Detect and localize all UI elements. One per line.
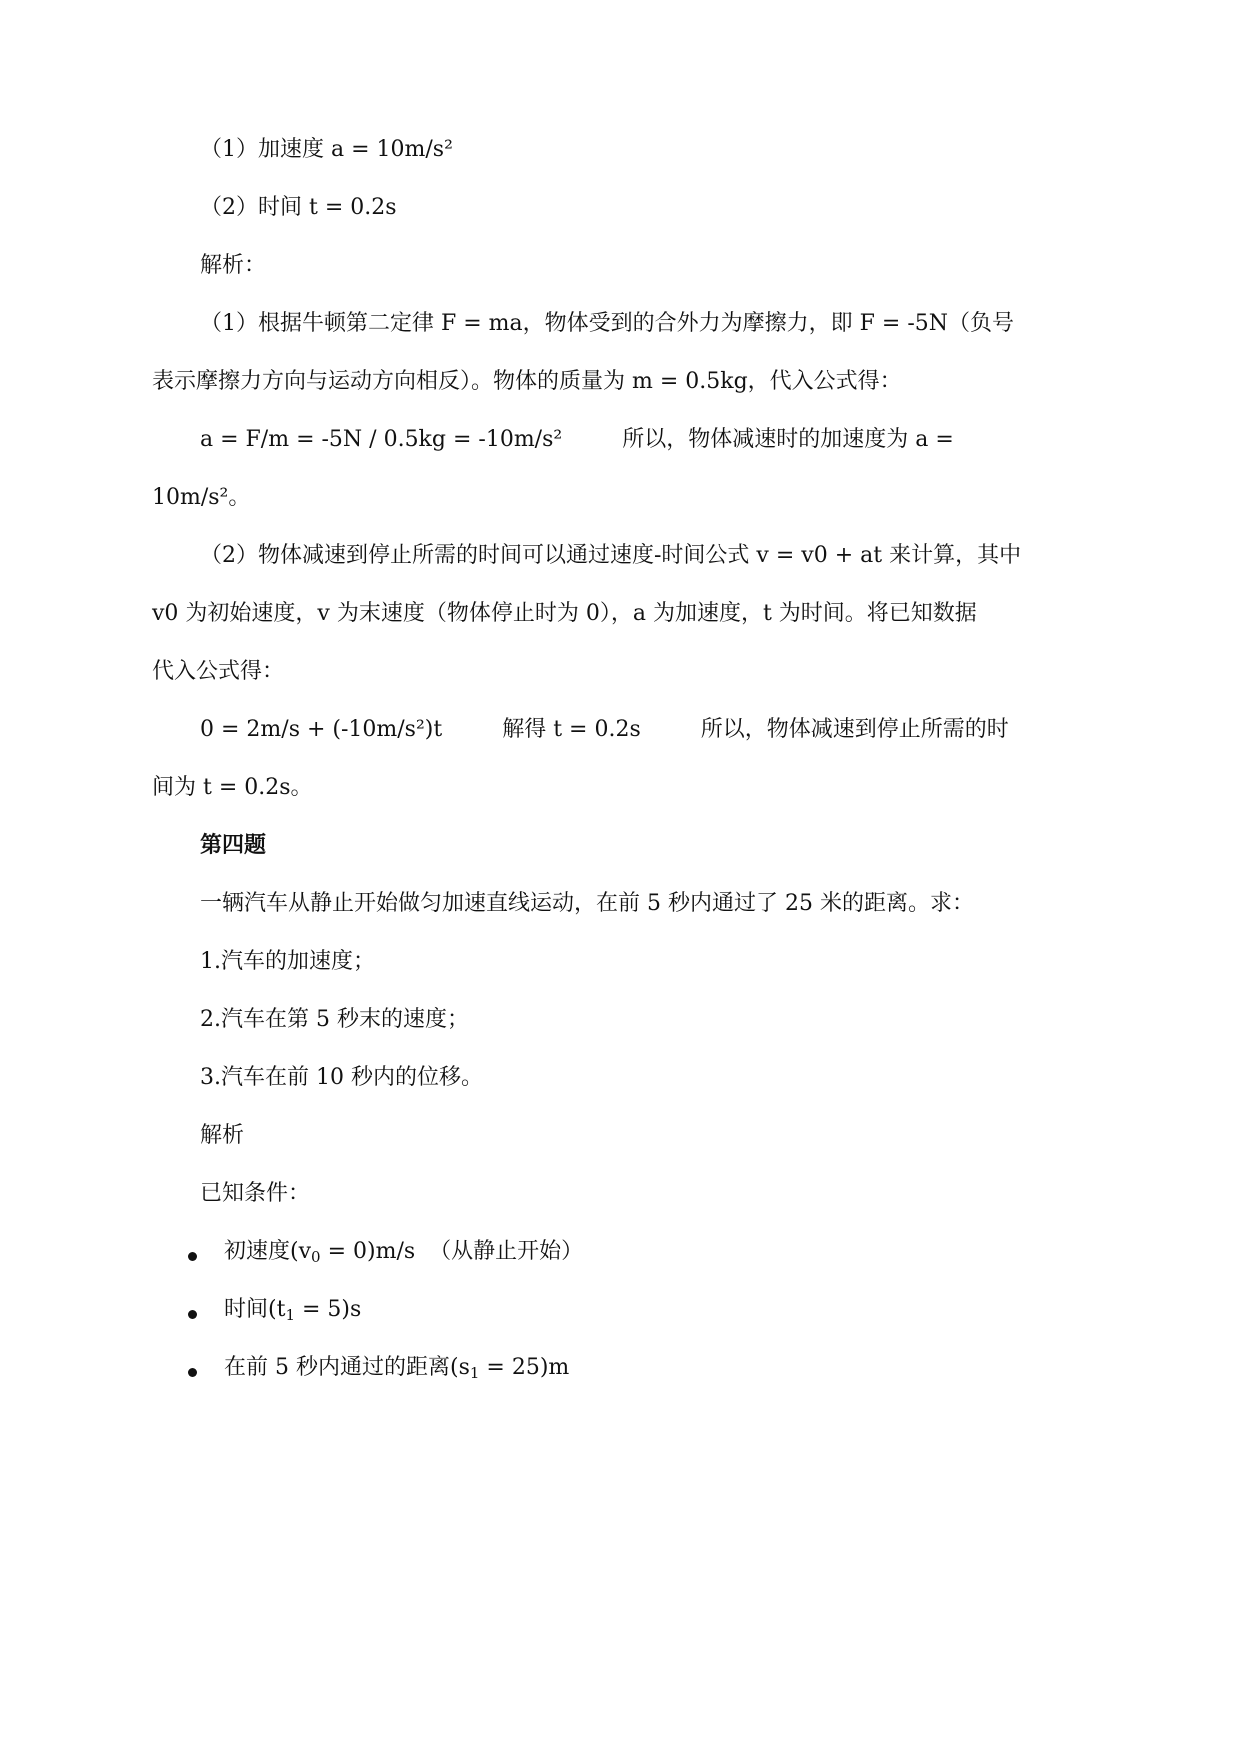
analysis-p1-line1: （1）根据牛顿第二定律 F = ma，物体受到的合外力为摩擦力，即 F = -5N（负号	[200, 311, 1015, 336]
analysis-p2-formula-line	[200, 716, 1009, 744]
analysis-p1-line2: 表示摩擦力方向与运动方向相反）。物体的质量为 m = 0.5kg，代入公式得：	[152, 369, 902, 394]
analysis-p2-line2: v0 为初始速度，v 为末速度（物体停止时为 0），a 为加速度，t 为时间。将已知数据	[152, 601, 977, 626]
problem4-question-1: 1.汽车的加速度；	[200, 949, 375, 974]
analysis-p1-formula-line	[200, 426, 954, 454]
problem4-analysis-heading: 解析	[200, 1123, 245, 1148]
time-formula: 0 = 2m/s + (-10m/s²)t	[200, 717, 443, 742]
answer-1: （1）加速度 a = 10m/s²	[200, 137, 453, 162]
problem4-question-3: 3.汽车在前 10 秒内的位移。	[200, 1065, 483, 1090]
known-item: 在前 5 秒内通过的距离$(s_1 = 25)m$	[224, 1355, 570, 1382]
problem4-statement: 一辆汽车从静止开始做匀加速直线运动，在前 5 秒内通过了 25 米的距离。求：	[200, 891, 974, 916]
acceleration-formula: a = F/m = -5N / 0.5kg = -10m/s²	[200, 427, 563, 452]
analysis-p2-line3: 代入公式得：	[152, 659, 285, 684]
acceleration-conclusion: 所以，物体减速时的加速度为 a =	[622, 427, 954, 452]
known-conditions-heading: 已知条件：	[200, 1181, 311, 1206]
analysis-p2-line1: （2）物体减速到停止所需的时间可以通过速度-时间公式 v = v0 + at 来计算，其中	[200, 543, 1022, 568]
time-conclusion: 所以，物体减速到停止所需的时	[700, 717, 1009, 742]
analysis-p2-line5: 间为 t = 0.2s。	[152, 775, 313, 800]
bullet-icon	[188, 1310, 197, 1319]
time-solution: 解得 t = 0.2s	[502, 717, 641, 742]
known-item: 初速度$(v_0 = 0)m/s$ （从静止开始）	[224, 1239, 584, 1266]
answer-2: （2）时间 t = 0.2s	[200, 195, 397, 220]
bullet-icon	[188, 1368, 197, 1377]
analysis-p1-line4: 10m/s²。	[152, 485, 251, 510]
analysis-heading: 解析：	[200, 253, 267, 278]
problem4-title: 第四题	[200, 833, 267, 858]
problem4-question-2: 2.汽车在第 5 秒末的速度；	[200, 1007, 469, 1032]
known-item: 时间$(t_1 = 5)s$	[224, 1297, 362, 1324]
bullet-icon	[188, 1252, 197, 1261]
